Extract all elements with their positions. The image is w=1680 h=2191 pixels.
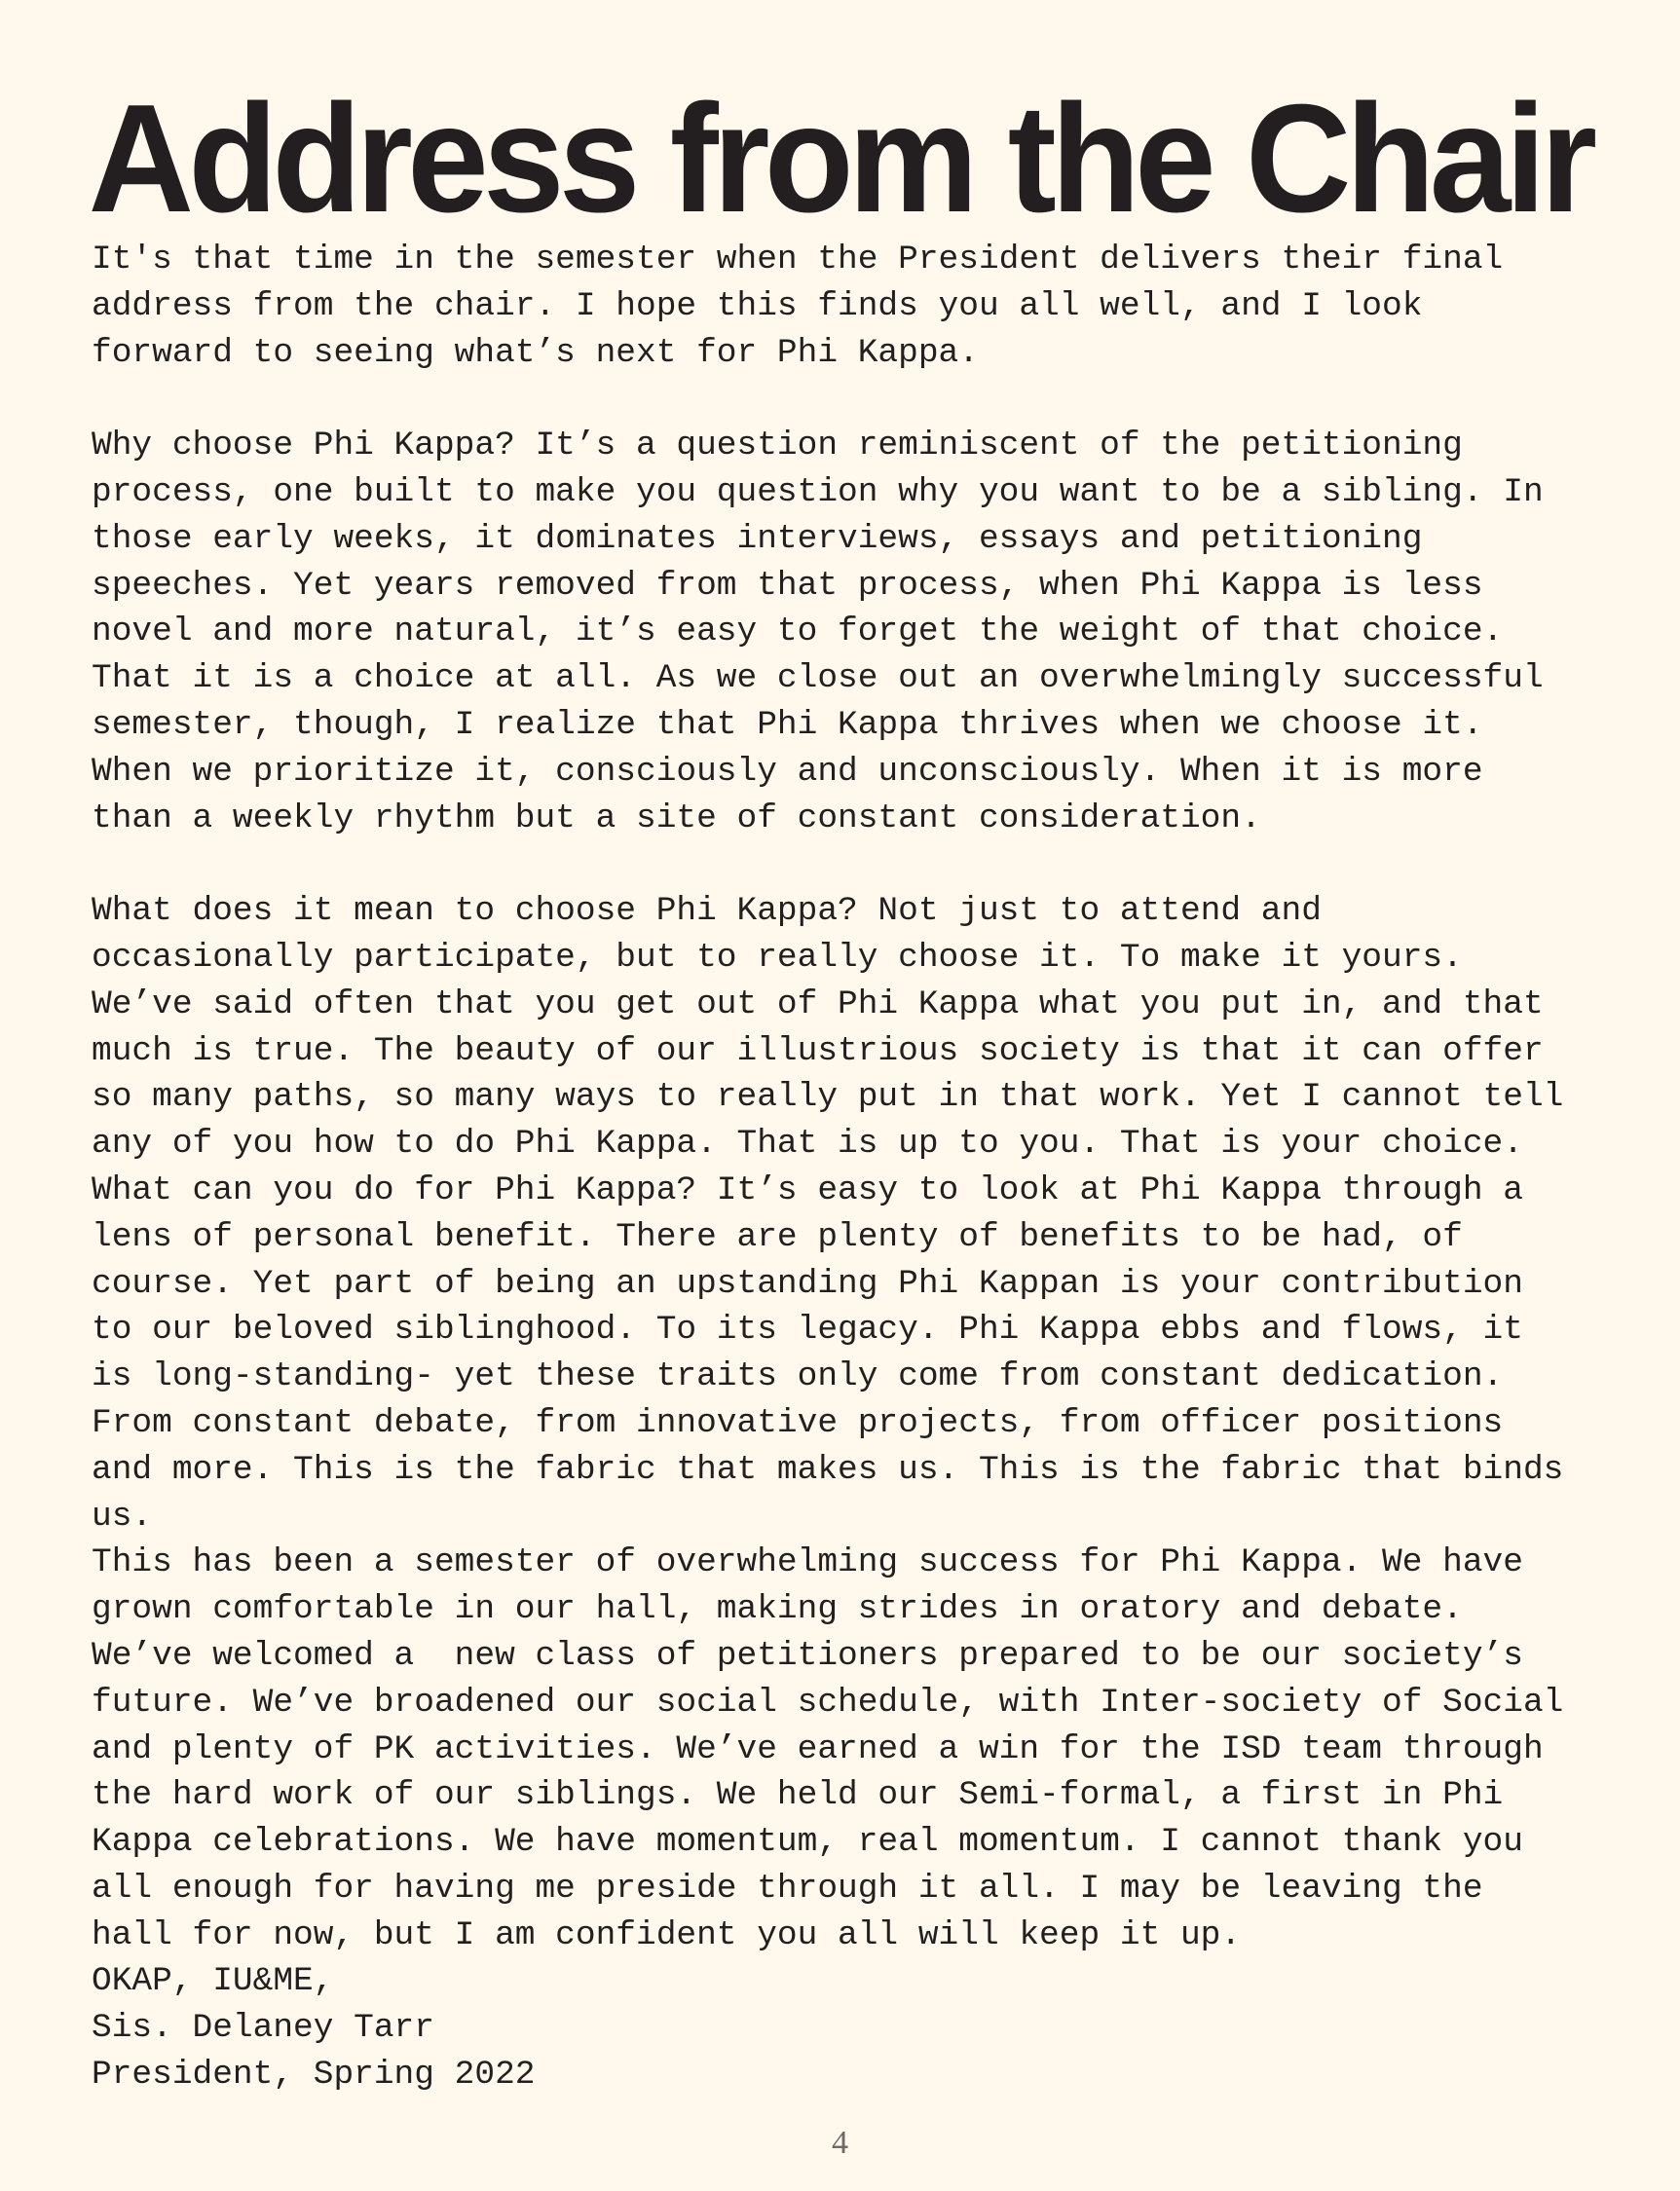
text-line: hall for now, but I am confident you all will keep it up. [92,1915,1242,1954]
signature-title: President, Spring 2022 [92,2056,536,2095]
paragraph-spacer [92,841,1611,888]
article-body [92,237,1611,2098]
paragraph-spacer [92,376,1611,423]
text-line: speeches. Yet years removed from that process, when Phi Kappa is less [92,566,1483,605]
text-line: those early weeks, it dominates interviews, essays and petitioning [92,519,1423,558]
text-line: semester, though, I realize that Phi Kappa thrives when we choose it. [92,705,1483,744]
text-line: This has been a semester of overwhelming success for Phi Kappa. We have [92,1543,1523,1582]
text-line: What does it mean to choose Phi Kappa? Not just to attend and [92,892,1322,931]
text-line: us. [92,1497,153,1536]
text-line: than a weekly rhythm but a site of constant consideration. [92,798,1261,837]
text-line: much is true. The beauty of our illustrious society is that it can offer [92,1031,1544,1070]
text-line: future. We’ve broadened our social schedule, with Inter-society of Social [92,1683,1564,1722]
paragraph-1 [92,237,1611,376]
paragraph-3 [92,888,1611,2098]
text-line: That it is a choice at all. As we close out an overwhelmingly successful [92,659,1544,698]
text-line: forward to seeing what’s next for Phi Kappa. [92,333,979,372]
text-line: novel and more natural, it’s easy to forget the weight of that choice. [92,613,1504,651]
text-line: grown comfortable in our hall, making strides in oratory and debate. [92,1590,1463,1629]
text-line: Why choose Phi Kappa? It’s a question reminiscent of the petitioning [92,427,1463,465]
text-line: process, one built to make you question why you want to be a sibling. In [92,472,1544,511]
text-line: We’ve said often that you get out of Phi Kappa what you put in, and that [92,984,1544,1023]
text-line: course. Yet part of being an upstanding Phi Kappan is your contribution [92,1264,1523,1303]
text-line: any of you how to do Phi Kappa. That is up to you. That is your choice. [92,1125,1523,1164]
text-line: When we prioritize it, consciously and unconsciously. When it is more [92,752,1483,791]
text-line: to our beloved siblinghood. To its legacy. Phi Kappa ebbs and flows, it [92,1311,1523,1350]
paragraph-2 [92,423,1611,841]
text-line: and more. This is the fabric that makes us. This is the fabric that binds [92,1450,1564,1489]
text-line: lens of personal benefit. There are plenty of benefits to be had, of [92,1217,1463,1256]
text-line: Kappa celebrations. We have momentum, real momentum. I cannot thank you [92,1823,1523,1862]
text-line: all enough for having me preside through it all. I may be leaving the [92,1869,1483,1908]
text-line: so many paths, so many ways to really put in that work. Yet I cannot tell [92,1078,1564,1117]
text-line: From constant debate, from innovative projects, from officer positions [92,1403,1504,1442]
text-line: is long-standing- yet these traits only come from constant dedication. [92,1357,1504,1396]
page-title: Address from the Chair [88,73,1592,244]
page-number: 4 [832,2125,848,2161]
signature-name: Sis. Delaney Tarr [92,2009,434,2048]
text-line: the hard work of our siblings. We held our Semi-formal, a first in Phi [92,1776,1504,1815]
text-line: occasionally participate, but to really choose it. To make it yours. [92,938,1463,977]
text-line: We’ve welcomed a new class of petitioners prepared to be our society’s [92,1636,1523,1675]
text-line: address from the chair. I hope this finds you all well, and I look [92,286,1423,325]
text-line: What can you do for Phi Kappa? It’s easy to look at Phi Kappa through a [92,1170,1523,1209]
sign-off-line: OKAP, IU&ME, [92,1962,334,2001]
text-line: and plenty of PK activities. We’ve earned a win for the ISD team through [92,1729,1544,1768]
text-line: It's that time in the semester when the President delivers their final [92,241,1504,279]
